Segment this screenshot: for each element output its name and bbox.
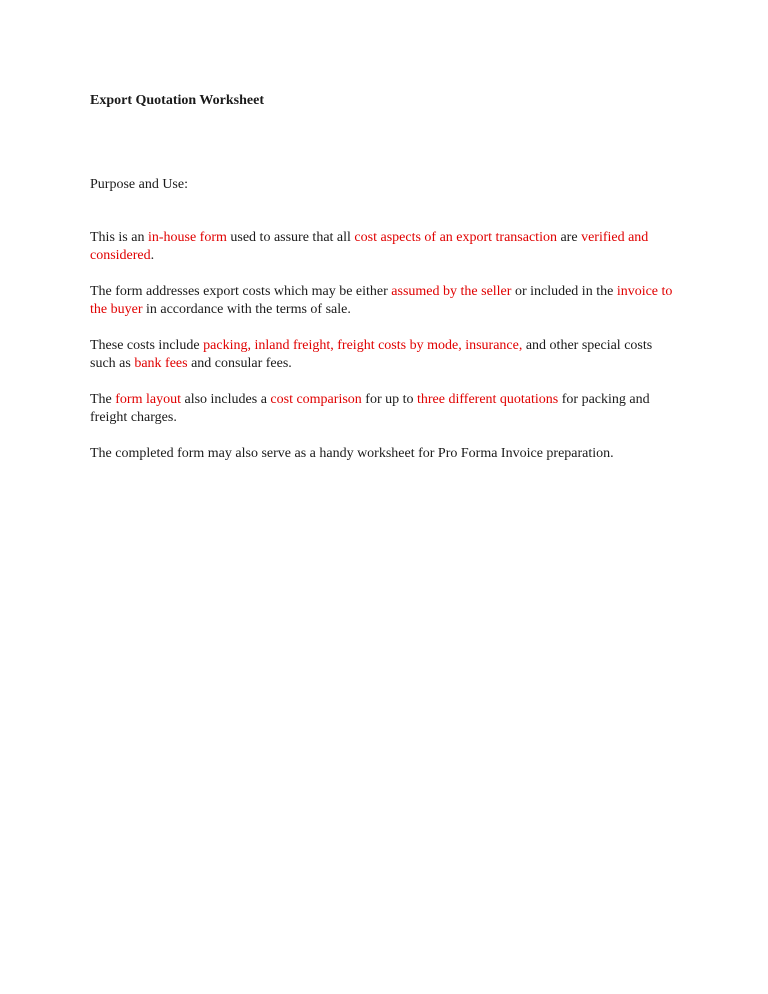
text-run: and other special costs such as: [90, 338, 653, 371]
highlighted-text: three different quotations: [417, 392, 559, 407]
paragraph: [90, 445, 680, 463]
text-run: also includes a: [180, 392, 271, 407]
body-text: [90, 229, 680, 481]
highlighted-text: bank fees: [134, 356, 188, 371]
highlighted-text: packing, inland freight, freight costs by mode, insurance,: [203, 338, 523, 353]
text-run: The: [90, 392, 116, 407]
highlighted-text: cost aspects of an export transaction: [354, 230, 557, 245]
text-run: This is an: [90, 230, 148, 245]
text-run: and consular fees.: [187, 356, 292, 371]
paragraph: [90, 229, 680, 265]
highlighted-text: form layout: [115, 392, 181, 407]
text-run: in accordance with the terms of sale.: [142, 302, 351, 317]
paragraph: [90, 283, 680, 319]
highlighted-text: cost comparison: [270, 392, 362, 407]
text-run: The form addresses export costs which may be either: [90, 284, 392, 299]
highlighted-text: verified and considered: [90, 230, 649, 263]
highlighted-text: in-house form: [147, 230, 227, 245]
highlighted-text: invoice to the buyer: [90, 284, 673, 317]
highlighted-text: assumed by the seller: [391, 284, 512, 299]
text-run: or included in the: [511, 284, 617, 299]
text-run: are: [556, 230, 582, 245]
text-run: for up to: [361, 392, 417, 407]
paragraph: [90, 337, 680, 373]
document-title: Export Quotation Worksheet: [90, 93, 264, 108]
text-run: for packing and freight charges.: [90, 392, 650, 425]
document-page: [90, 0, 680, 994]
text-run: The completed form may also serve as a handy worksheet for Pro Forma Invoice preparation.: [90, 446, 614, 461]
text-run: .: [150, 248, 155, 263]
section-heading: Purpose and Use:: [90, 177, 188, 192]
text-run: used to assure that all: [226, 230, 355, 245]
paragraph: [90, 391, 680, 427]
text-run: These costs include: [90, 338, 204, 353]
